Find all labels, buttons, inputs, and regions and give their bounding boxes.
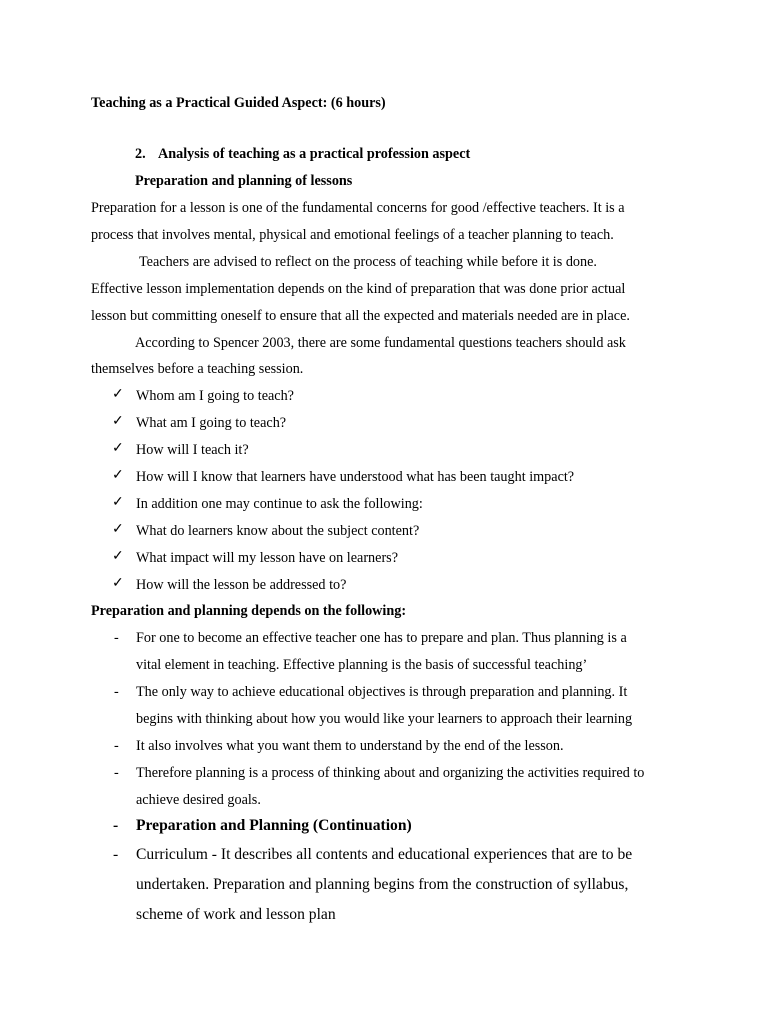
check-icon: ✓ — [112, 576, 124, 591]
list-item: It also involves what you want them to understand by the end of the lesson. — [136, 738, 564, 754]
list-item: How will I teach it? — [136, 442, 249, 458]
continuation-heading: Preparation and Planning (Continuation) — [136, 817, 412, 834]
check-icon: ✓ — [112, 549, 124, 564]
list-item: Whom am I going to teach? — [136, 388, 294, 404]
list-item-continued: vital element in teaching. Effective planning is the basis of successful teaching’ — [136, 657, 588, 673]
list-item: Curriculum - It describes all contents and educational experiences that are to be — [136, 846, 633, 863]
paragraph-line: Teachers are advised to reflect on the process of teaching while before it is done. — [139, 254, 597, 270]
dash-bullet: - — [113, 846, 119, 863]
check-icon: ✓ — [112, 387, 124, 402]
list-item: What do learners know about the subject content? — [136, 523, 420, 539]
paragraph-line: Preparation for a lesson is one of the fundamental concerns for good /effective teachers. It is a — [91, 200, 625, 216]
list-item: In addition one may continue to ask the following: — [136, 496, 423, 512]
check-icon: ✓ — [112, 414, 124, 429]
dash-bullet: - — [114, 765, 119, 781]
paragraph-line: According to Spencer 2003, there are some fundamental questions teachers should ask — [135, 335, 626, 351]
list-item-continued: begins with thinking about how you would like your learners to approach their learning — [136, 711, 633, 727]
list-item: How will I know that learners have understood what has been taught impact? — [136, 469, 575, 485]
check-icon: ✓ — [112, 441, 124, 456]
paragraph-line: Effective lesson implementation depends on the kind of preparation that was done prior actual — [91, 281, 626, 297]
list-item: How will the lesson be addressed to? — [136, 577, 347, 593]
document-title: Teaching as a Practical Guided Aspect: (6 hours) — [91, 95, 386, 111]
check-icon: ✓ — [112, 468, 124, 483]
section-heading: Analysis of teaching as a practical profession aspect — [158, 146, 471, 162]
section-number: 2. — [135, 146, 146, 162]
list-item: What impact will my lesson have on learners? — [136, 550, 398, 566]
dash-bullet: - — [114, 630, 119, 646]
list-item-continued: undertaken. Preparation and planning begins from the construction of syllabus, — [136, 876, 629, 893]
dash-bullet: - — [114, 738, 119, 754]
paragraph-line: process that involves mental, physical and emotional feelings of a teacher planning to teach. — [91, 227, 614, 243]
list-item-continued: scheme of work and lesson plan — [136, 906, 336, 923]
depends-heading: Preparation and planning depends on the following: — [91, 603, 407, 619]
dash-bullet: - — [113, 817, 119, 834]
list-item-continued: achieve desired goals. — [136, 792, 261, 808]
list-item: For one to become an effective teacher one has to prepare and plan. Thus planning is a — [136, 630, 627, 646]
subheading: Preparation and planning of lessons — [135, 173, 353, 189]
list-item: The only way to achieve educational objectives is through preparation and planning. It — [136, 684, 628, 700]
check-icon: ✓ — [112, 495, 124, 510]
check-icon: ✓ — [112, 522, 124, 537]
paragraph-line: lesson but committing oneself to ensure that all the expected and materials needed are in place. — [91, 308, 630, 324]
list-item: What am I going to teach? — [136, 415, 287, 431]
list-item: Therefore planning is a process of thinking about and organizing the activities required to — [136, 765, 645, 781]
dash-bullet: - — [114, 684, 119, 700]
paragraph-line: themselves before a teaching session. — [91, 361, 304, 377]
